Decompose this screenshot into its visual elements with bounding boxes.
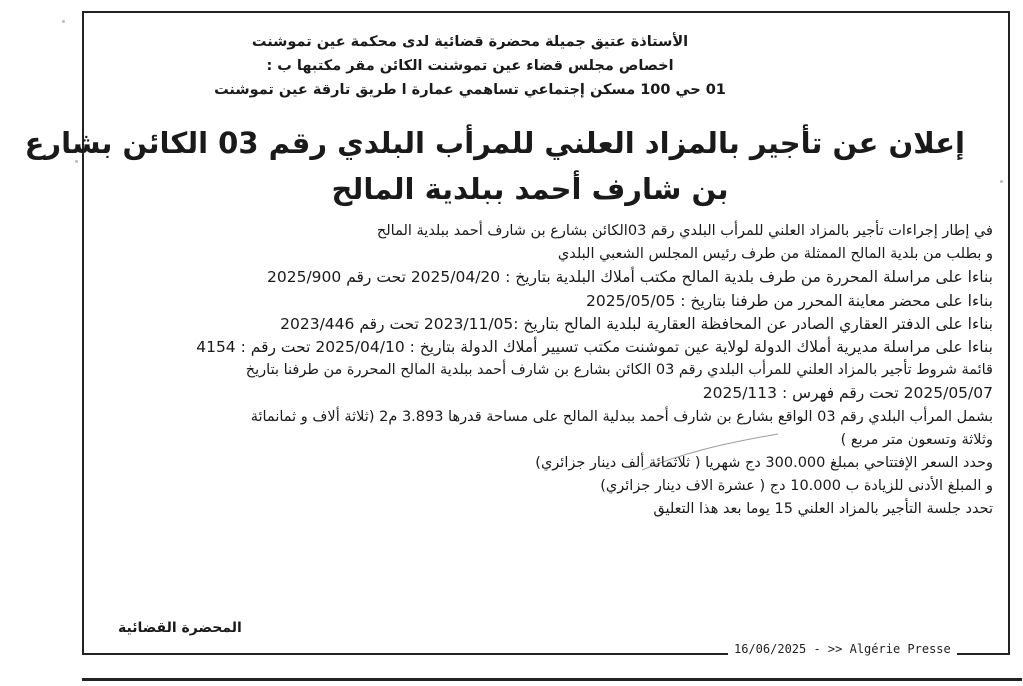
body-line: 2025/05/07 تحت رقم فهرس : 2025/113 [702, 384, 993, 403]
body-line: قائمة شروط تأجير بالمزاد العلني للمرأب البلدي رقم 03 الكائن بشارع بن شارف أحمد ببلدية المالح المحررة من طرفنا بتاريخ [245, 362, 993, 379]
body-line: بشمل المرأب البلدي رقم 03 الواقع بشارع بن شارف أحمد ببدلية المالح على مساحة قدرها 3.893 م2 (ثلاثة ألاف و ثمانمائة [250, 408, 993, 425]
body-line: بناءا على مراسلة المحررة من طرف بلدية المالح مكتب أملاك البلدية بتاريخ : 2025/04/20 تحت رقم 2025/900 [267, 268, 993, 287]
body-line: بناءا على محضر معاينة المحرر من طرفنا بتاريخ : 2025/05/05 [586, 291, 993, 310]
source-date-tag: 16/06/2025 - >> Algérie Presse [728, 641, 957, 657]
body-line: بناءا على مراسلة مديرية أملاك الدولة لولاية عين تموشنت مكتب تسيير أملاك الدولة بتاريخ : 2025/04/10 تحت رقم : 4154 [196, 338, 993, 357]
title-line-1: إعلان عن تأجير بالمزاد العلني للمرأب البلدي رقم 03 الكائن بشارع [24, 126, 965, 160]
body-line: وثلاثة وتسعون متر مربع ) [840, 431, 993, 448]
body-line: وحدد السعر الإفتتاحي بمبلغ 300.000 دج شهريا ( ثلاثمائة ألف دينار جزائري) [535, 455, 993, 472]
body-line: تحدد جلسة التأجير بالمزاد العلني 15 يوما بعد هذا التعليق [653, 501, 993, 518]
header-line-1: الأستاذة عتيق جميلة محضرة قضائية لدى محكمة عين تموشنت [251, 34, 689, 50]
body-line: بناءا على الدفتر العقاري الصادر عن المحافظة العقارية لبلدية المالح بتاريخ :2023/11/05 تحت رقم 2023/446 [280, 314, 993, 333]
body-line: و بطلب من بلدية المالح الممثلة من طرف رئيس المجلس الشعبي البلدي [557, 246, 993, 263]
header-line-3: 01 حي 100 مسكن إجتماعي تساهمي عمارة ا طريق تارقة عين تموشنت [214, 82, 726, 98]
body-line: و المبلغ الأدنى للزيادة ب 10.000 دج ( عشرة الاف دينار جزائري) [600, 478, 993, 495]
bailiff-header [90, 30, 850, 102]
bottom-rule [82, 678, 1022, 681]
notice-title [24, 120, 965, 212]
header-line-2: اخصاص مجلس قضاء عين تموشنت الكائن مقر مكتبها ب : [266, 58, 674, 74]
body-line: في إطار إجراءات تأجير بالمزاد العلني للمرأب البلدي رقم 03الكائن بشارع بن شارف أحمد ببلدية المالح [376, 223, 993, 239]
scan-dot [62, 20, 65, 23]
title-line-2: بن شارف أحمد ببلدية المالح [331, 172, 729, 206]
signature: المحضرة القضائية [118, 620, 242, 636]
notice-body [113, 220, 993, 522]
